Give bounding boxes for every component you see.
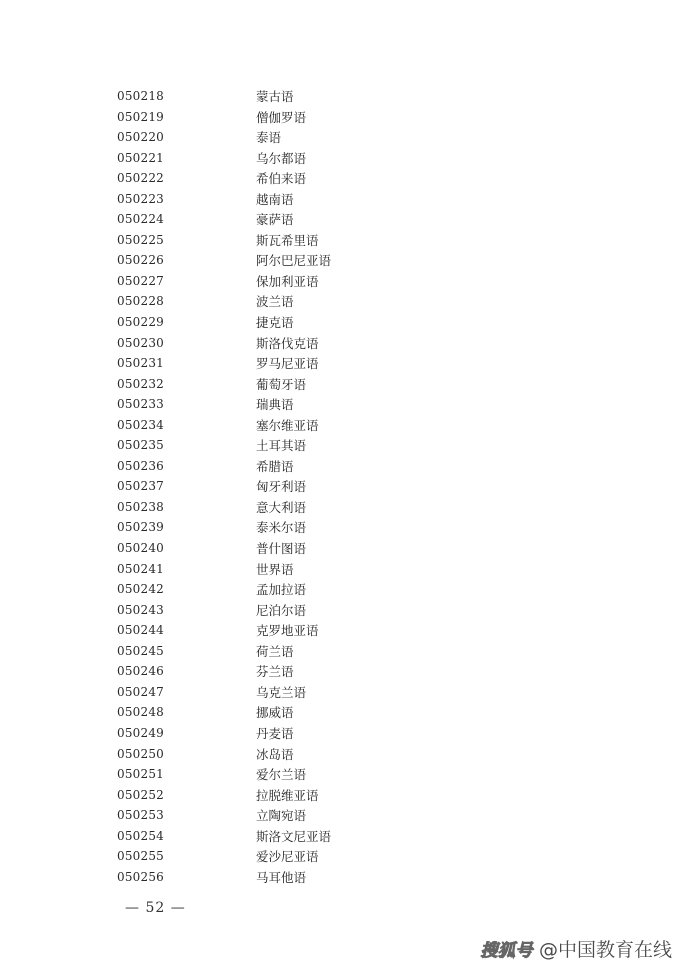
major-name: 乌尔都语 bbox=[256, 150, 307, 166]
major-code: 050234 bbox=[117, 417, 165, 432]
major-name: 爱尔兰语 bbox=[256, 767, 307, 783]
major-code: 050230 bbox=[117, 335, 165, 350]
list-item bbox=[0, 702, 690, 723]
major-code: 050229 bbox=[117, 315, 165, 330]
major-code: 050254 bbox=[117, 828, 165, 843]
list-item bbox=[0, 559, 690, 580]
major-name: 塞尔维亚语 bbox=[256, 417, 319, 433]
major-name: 匈牙利语 bbox=[256, 479, 307, 495]
major-code: 050248 bbox=[117, 705, 165, 720]
major-code: 050243 bbox=[117, 602, 165, 617]
list-item bbox=[0, 723, 690, 744]
major-name: 爱沙尼亚语 bbox=[256, 849, 319, 865]
list-item bbox=[0, 189, 690, 210]
major-code: 050249 bbox=[117, 725, 165, 740]
major-code: 050239 bbox=[117, 520, 165, 535]
major-name: 斯瓦希里语 bbox=[256, 232, 319, 248]
major-code: 050253 bbox=[117, 808, 165, 823]
major-code: 050232 bbox=[117, 376, 165, 391]
major-name: 捷克语 bbox=[256, 315, 294, 331]
major-name: 保加利亚语 bbox=[256, 273, 319, 289]
list-item bbox=[0, 86, 690, 107]
major-name: 泰米尔语 bbox=[256, 520, 307, 536]
major-code: 050220 bbox=[117, 130, 165, 145]
list-item bbox=[0, 435, 690, 456]
major-name: 乌克兰语 bbox=[256, 684, 307, 700]
major-code: 050235 bbox=[117, 438, 165, 453]
major-name: 瑞典语 bbox=[256, 397, 294, 413]
major-name: 罗马尼亚语 bbox=[256, 356, 319, 372]
major-code: 050221 bbox=[117, 150, 165, 165]
major-code: 050250 bbox=[117, 746, 165, 761]
major-name: 葡萄牙语 bbox=[256, 376, 307, 392]
list-item bbox=[0, 374, 690, 395]
major-code: 050242 bbox=[117, 582, 165, 597]
major-code: 050226 bbox=[117, 253, 165, 268]
major-name: 斯洛文尼亚语 bbox=[256, 828, 332, 844]
list-item bbox=[0, 805, 690, 826]
major-name: 马耳他语 bbox=[256, 869, 307, 885]
list-item bbox=[0, 209, 690, 230]
list-item bbox=[0, 312, 690, 333]
list-item bbox=[0, 230, 690, 251]
major-name: 丹麦语 bbox=[256, 725, 294, 741]
list-item bbox=[0, 826, 690, 847]
major-name: 芬兰语 bbox=[256, 664, 294, 680]
major-code: 050246 bbox=[117, 664, 165, 679]
major-code: 050219 bbox=[117, 109, 165, 124]
major-name: 越南语 bbox=[256, 191, 294, 207]
major-code: 050236 bbox=[117, 458, 165, 473]
major-name: 土耳其语 bbox=[256, 438, 307, 454]
major-name: 世界语 bbox=[256, 561, 294, 577]
major-name: 拉脱维亚语 bbox=[256, 787, 319, 803]
major-name: 希伯来语 bbox=[256, 171, 307, 187]
list-item bbox=[0, 497, 690, 518]
list-item bbox=[0, 764, 690, 785]
major-name: 荷兰语 bbox=[256, 643, 294, 659]
page-number: — 52 — bbox=[125, 900, 186, 916]
list-item bbox=[0, 107, 690, 128]
major-name: 波兰语 bbox=[256, 294, 294, 310]
list-item bbox=[0, 620, 690, 641]
list-item bbox=[0, 353, 690, 374]
list-item bbox=[0, 517, 690, 538]
major-name: 冰岛语 bbox=[256, 746, 294, 762]
list-item bbox=[0, 476, 690, 497]
major-name: 普什图语 bbox=[256, 541, 307, 557]
list-item bbox=[0, 538, 690, 559]
major-code: 050255 bbox=[117, 849, 165, 864]
major-name: 阿尔巴尼亚语 bbox=[256, 253, 332, 269]
major-name: 僧伽罗语 bbox=[256, 109, 307, 125]
major-name: 孟加拉语 bbox=[256, 582, 307, 598]
major-name: 尼泊尔语 bbox=[256, 602, 307, 618]
major-code: 050244 bbox=[117, 623, 165, 638]
list-item bbox=[0, 271, 690, 292]
watermark bbox=[480, 935, 672, 962]
list-item bbox=[0, 682, 690, 703]
list-item bbox=[0, 600, 690, 621]
major-name: 泰语 bbox=[256, 130, 282, 146]
major-code: 050240 bbox=[117, 541, 165, 556]
list-item bbox=[0, 127, 690, 148]
major-name: 挪威语 bbox=[256, 705, 294, 721]
list-item bbox=[0, 641, 690, 662]
major-code-list bbox=[0, 86, 690, 887]
list-item bbox=[0, 415, 690, 436]
major-code: 050223 bbox=[117, 191, 165, 206]
major-code: 050256 bbox=[117, 869, 165, 884]
major-code: 050227 bbox=[117, 273, 165, 288]
major-name: 意大利语 bbox=[256, 499, 307, 515]
major-code: 050225 bbox=[117, 232, 165, 247]
list-item bbox=[0, 579, 690, 600]
major-name: 蒙古语 bbox=[256, 89, 294, 104]
list-item bbox=[0, 785, 690, 806]
major-code: 050222 bbox=[117, 171, 165, 186]
list-item bbox=[0, 661, 690, 682]
major-name: 斯洛伐克语 bbox=[256, 335, 319, 351]
list-item bbox=[0, 744, 690, 765]
major-name: 豪萨语 bbox=[256, 212, 294, 228]
list-item bbox=[0, 291, 690, 312]
major-code: 050241 bbox=[117, 561, 165, 576]
list-item bbox=[0, 250, 690, 271]
watermark-brand: 搜狐号 bbox=[480, 941, 533, 961]
list-item bbox=[0, 867, 690, 888]
list-item bbox=[0, 168, 690, 189]
major-code: 050218 bbox=[117, 89, 165, 103]
list-item bbox=[0, 333, 690, 354]
major-name: 立陶宛语 bbox=[256, 808, 307, 824]
major-code: 050245 bbox=[117, 643, 165, 658]
major-code: 050228 bbox=[117, 294, 165, 309]
list-item bbox=[0, 456, 690, 477]
watermark-account: @中国教育在线 bbox=[538, 939, 672, 961]
major-code: 050238 bbox=[117, 499, 165, 514]
list-item bbox=[0, 148, 690, 169]
list-item bbox=[0, 394, 690, 415]
major-code: 050237 bbox=[117, 479, 165, 494]
major-code: 050224 bbox=[117, 212, 165, 227]
major-code: 050233 bbox=[117, 397, 165, 412]
major-code: 050251 bbox=[117, 767, 165, 782]
major-name: 克罗地亚语 bbox=[256, 623, 319, 639]
major-name: 希腊语 bbox=[256, 458, 294, 474]
major-code: 050231 bbox=[117, 356, 165, 371]
major-code: 050247 bbox=[117, 684, 165, 699]
major-code: 050252 bbox=[117, 787, 165, 802]
list-item bbox=[0, 846, 690, 867]
